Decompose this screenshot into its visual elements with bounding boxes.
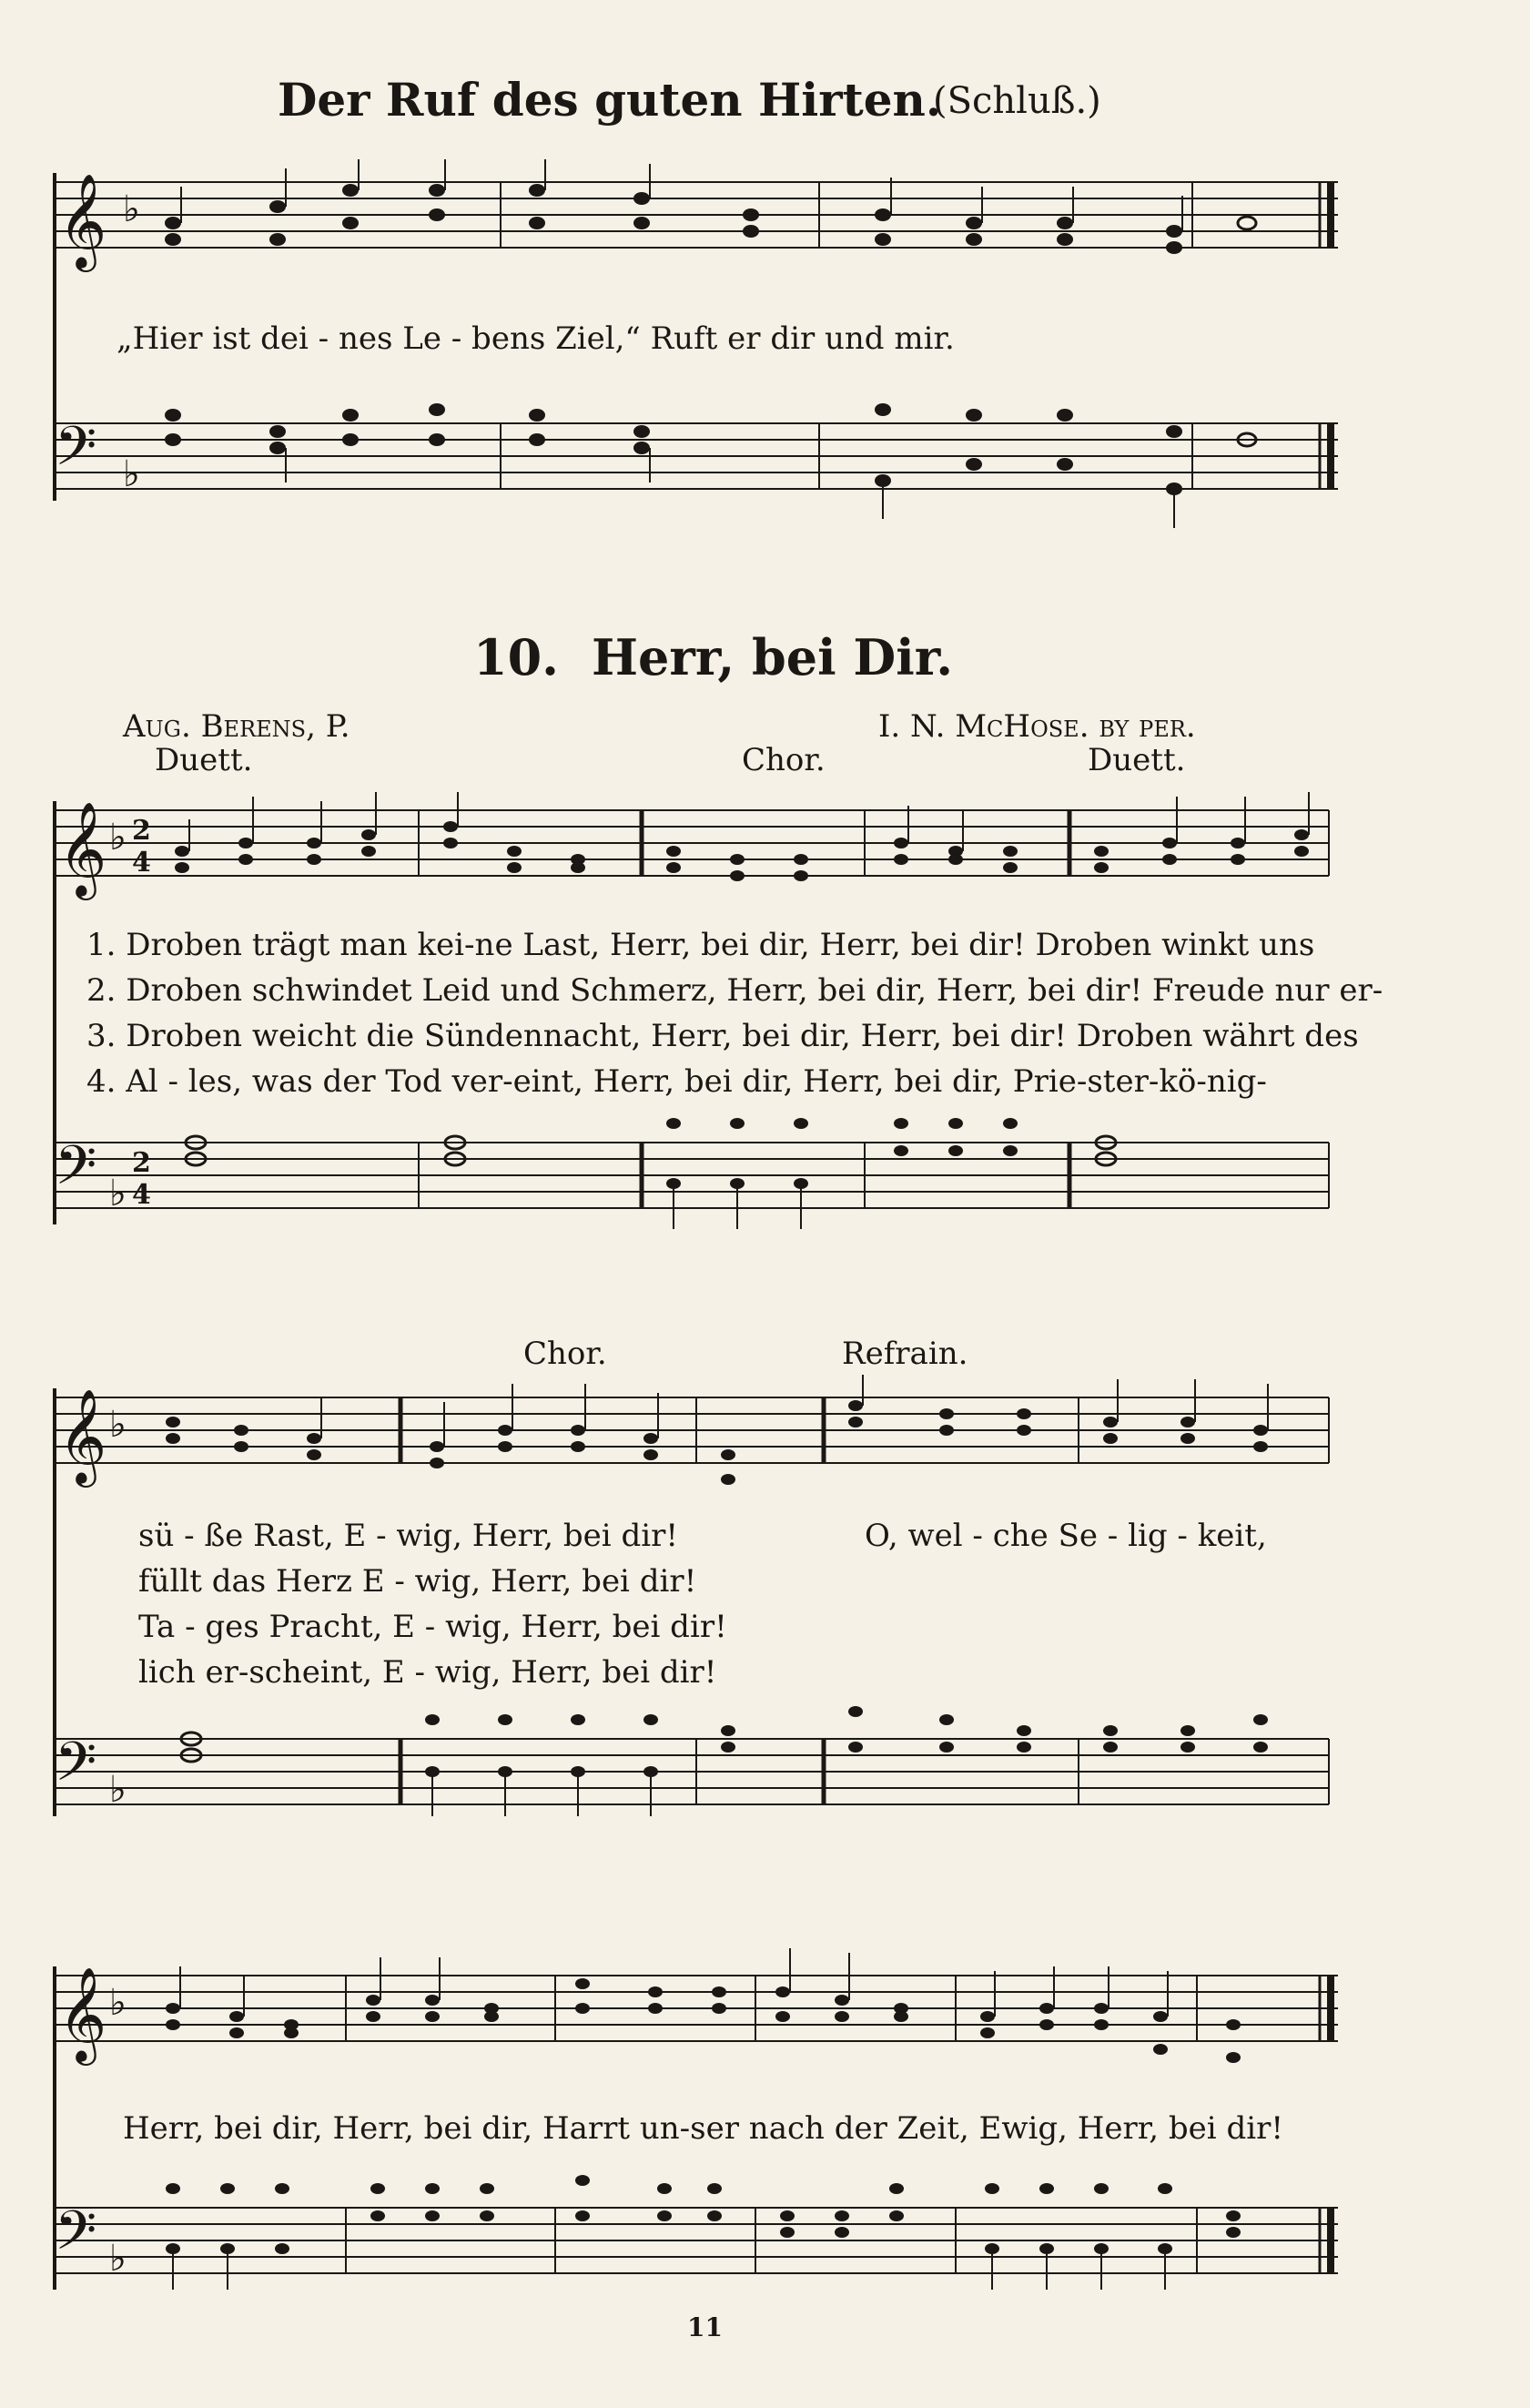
svg-text:♭: ♭ bbox=[109, 817, 127, 859]
verse-line-2a: 2. Droben schwindet Leid und Schmerz, Herr, bei dir, Herr, bei dir! Freude nur er- bbox=[86, 972, 1383, 1009]
svg-text:♭: ♭ bbox=[123, 188, 140, 230]
refrain-line-2: Herr, bei dir, Herr, bei dir, Harrt un-ser nach der Zeit, Ewig, Herr, bei dir! bbox=[123, 2110, 1284, 2147]
svg-text:𝄞: 𝄞 bbox=[58, 173, 107, 269]
staff-system0-treble bbox=[36, 168, 1347, 287]
svg-text:𝄢: 𝄢 bbox=[55, 2199, 97, 2275]
verse-line-1a: 1. Droben trägt man kei-ne Last, Herr, bei dir, Herr, bei dir! Droben winkt uns bbox=[86, 927, 1315, 963]
svg-text:2: 2 bbox=[132, 815, 151, 847]
verse-line-3b: Ta - ges Pracht, E - wig, Herr, bei dir! bbox=[138, 1609, 727, 1645]
marking-chor-1: Chor. bbox=[742, 742, 826, 778]
svg-text:2: 2 bbox=[132, 1147, 151, 1179]
page-number: 11 bbox=[687, 2312, 723, 2342]
svg-text:♭: ♭ bbox=[109, 1769, 127, 1811]
verse-line-1b: sü - ße Rast, E - wig, Herr, bei dir! bbox=[138, 1518, 679, 1554]
svg-text:♭: ♭ bbox=[109, 2238, 127, 2280]
marking-chor-2: Chor. bbox=[523, 1336, 607, 1372]
continued-hymn-title: Der Ruf des guten Hirten. bbox=[278, 73, 942, 127]
svg-text:𝄢: 𝄢 bbox=[55, 1133, 97, 1210]
staff-system1-treble bbox=[36, 797, 1347, 915]
continued-hymn-suffix: (Schluß.) bbox=[933, 80, 1101, 122]
svg-text:𝄞: 𝄞 bbox=[58, 801, 107, 897]
hymn-composer: I. N. McHose. by per. bbox=[878, 708, 1196, 745]
marking-duett-1: Duett. bbox=[155, 742, 253, 778]
marking-duett-2: Duett. bbox=[1088, 742, 1186, 778]
continued-lyric-line: „Hier ist dei - nes Le - bens Ziel,“ Ruft er dir und mir. bbox=[117, 320, 955, 357]
svg-text:♭: ♭ bbox=[123, 453, 140, 495]
hymn-number: 10. bbox=[473, 628, 559, 686]
svg-text:4: 4 bbox=[132, 847, 151, 879]
svg-text:𝄞: 𝄞 bbox=[58, 1966, 107, 2062]
svg-text:♭: ♭ bbox=[109, 1982, 127, 2024]
svg-text:𝄢: 𝄢 bbox=[55, 414, 97, 491]
refrain-line-1: O, wel - che Se - lig - keit, bbox=[865, 1518, 1267, 1554]
svg-text:4: 4 bbox=[132, 1179, 151, 1211]
svg-text:♭: ♭ bbox=[109, 1404, 127, 1446]
marking-refrain: Refrain. bbox=[842, 1336, 968, 1372]
verse-line-4b: lich er-scheint, E - wig, Herr, bei dir! bbox=[138, 1654, 717, 1691]
hymn-title: Herr, bei Dir. bbox=[592, 628, 954, 686]
staff-system3-treble bbox=[36, 1962, 1347, 2080]
staff-system1-bass bbox=[36, 1129, 1347, 1247]
verse-line-2b: füllt das Herz E - wig, Herr, bei dir! bbox=[138, 1563, 697, 1600]
staff-system2-treble bbox=[36, 1384, 1347, 1502]
staff-system2-bass bbox=[36, 1725, 1347, 1844]
verse-line-3a: 3. Droben weicht die Sündennacht, Herr, bei dir, Herr, bei dir! Droben währt des bbox=[86, 1018, 1359, 1054]
svg-text:♭: ♭ bbox=[109, 1173, 127, 1214]
svg-text:𝄢: 𝄢 bbox=[55, 1730, 97, 1806]
hymn-author: Aug. Berens, P. bbox=[123, 708, 350, 745]
svg-text:𝄞: 𝄞 bbox=[58, 1388, 107, 1484]
staff-system3-bass bbox=[36, 2194, 1347, 2312]
verse-line-4a: 4. Al - les, was der Tod ver-eint, Herr, bei dir, Herr, bei dir, Prie-ster-kö-nig- bbox=[86, 1063, 1267, 1100]
staff-system0-bass bbox=[36, 410, 1347, 528]
